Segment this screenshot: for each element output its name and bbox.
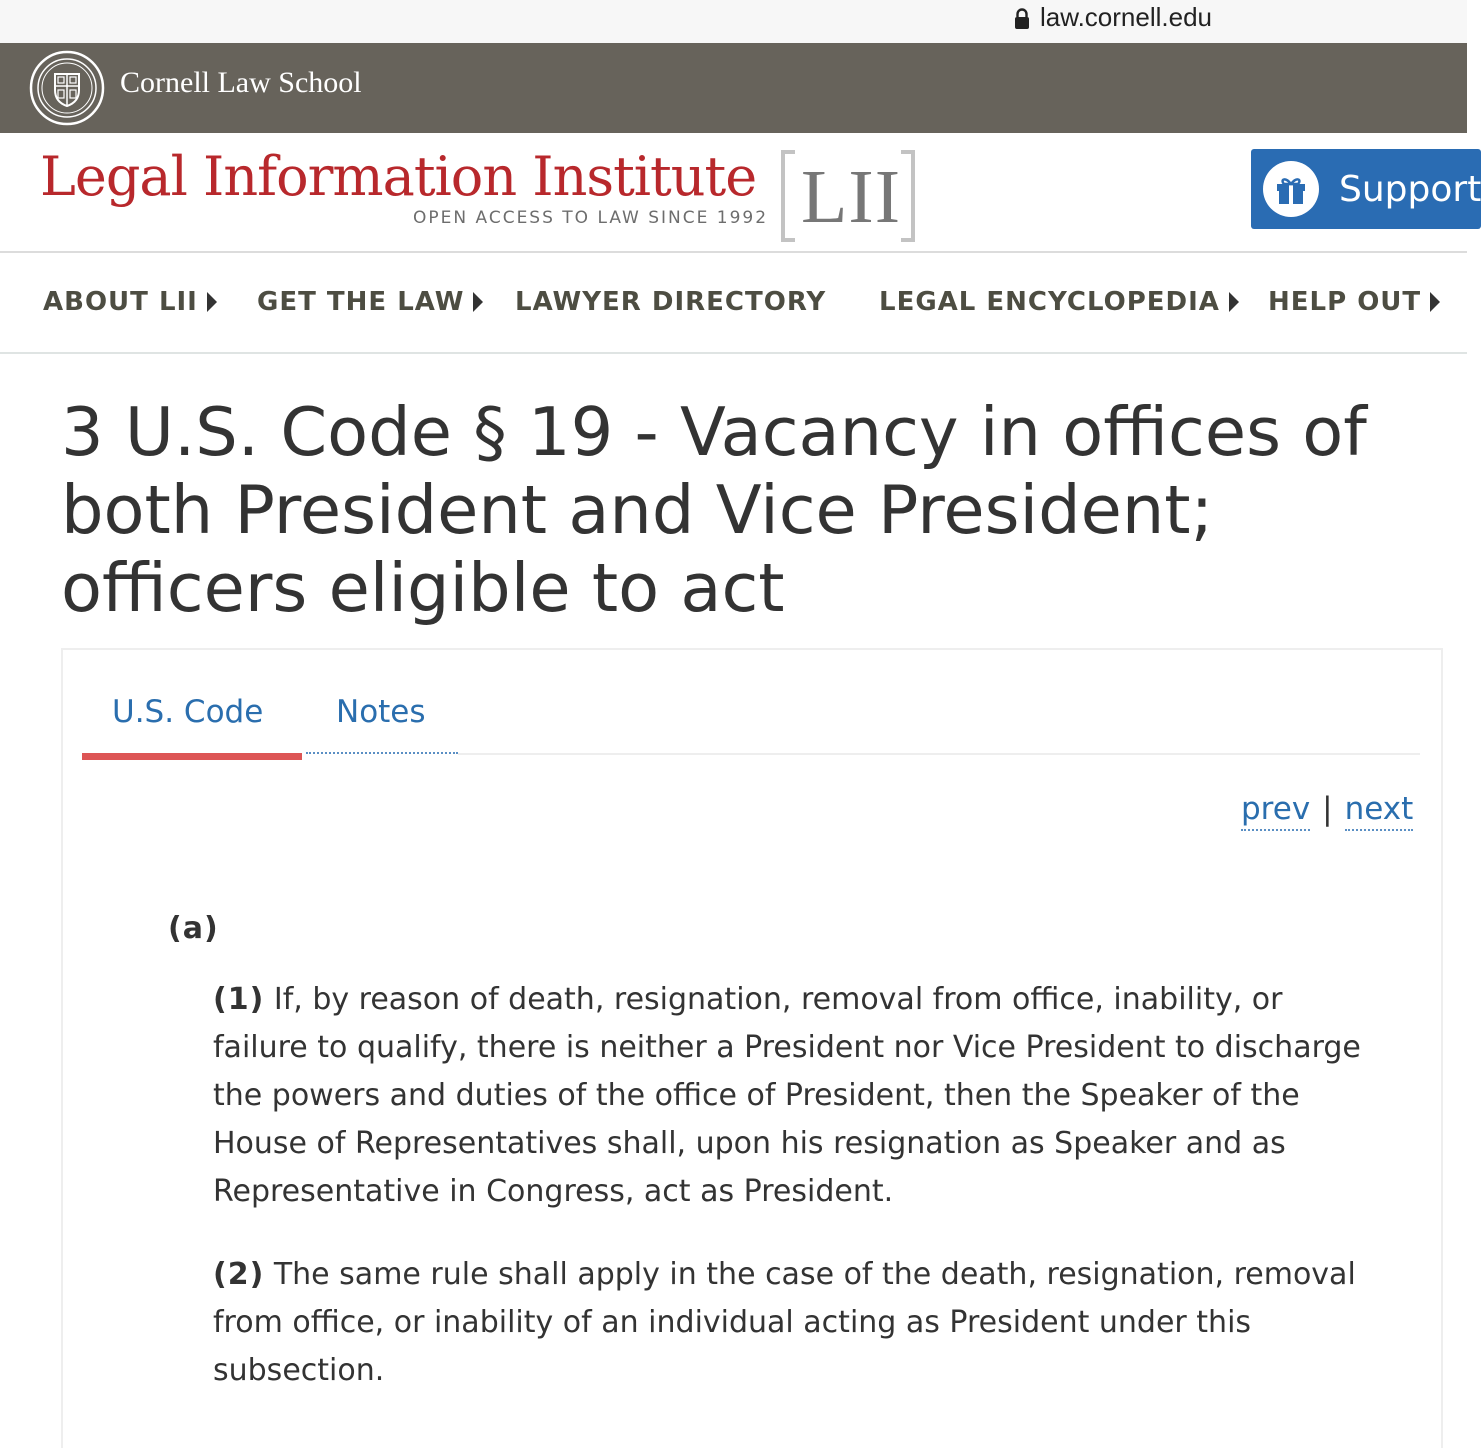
nav-label: LAWYER DIRECTORY bbox=[515, 287, 827, 317]
lii-logo-mark[interactable] bbox=[781, 150, 915, 242]
nav-help-out[interactable] bbox=[1268, 287, 1440, 317]
url-display[interactable] bbox=[1014, 2, 1212, 33]
url-text: law.cornell.edu bbox=[1040, 2, 1212, 32]
nav-lawyer-directory[interactable] bbox=[515, 287, 826, 317]
header-divider bbox=[0, 251, 1467, 253]
lii-logo-title[interactable]: Legal Information Institute bbox=[40, 145, 757, 208]
active-tab-indicator bbox=[82, 753, 302, 760]
paragraph-number: (1) bbox=[213, 982, 265, 1017]
paragraph-number: (2) bbox=[213, 1257, 265, 1292]
pager-separator: | bbox=[1322, 791, 1333, 827]
cornell-seal-icon[interactable] bbox=[29, 50, 105, 126]
nav-label: ABOUT LII bbox=[43, 287, 198, 317]
pager bbox=[1241, 791, 1413, 827]
nav-label: GET THE LAW bbox=[257, 287, 465, 317]
caret-right-icon bbox=[1229, 292, 1239, 312]
paragraph-text: If, by reason of death, resignation, removal from office, inability, or failure to qualify, there is neither a President nor Vice President to discharge the powers and duties of the office of President, then the Speaker of the House of Representatives shall, upon his resignation as Speaker and as Representative in Congress, act as President. bbox=[213, 982, 1361, 1209]
tab-notes[interactable]: Notes bbox=[336, 694, 426, 730]
paragraph-2 bbox=[213, 1251, 1373, 1395]
page-title: 3 U.S. Code § 19 - Vacancy in offices of both President and Vice President; officers eligible to act bbox=[61, 393, 1367, 627]
bracket-right bbox=[901, 150, 915, 242]
nav-label: LEGAL ENCYCLOPEDIA bbox=[879, 287, 1220, 317]
bracket-left bbox=[781, 150, 795, 242]
caret-right-icon bbox=[473, 292, 483, 312]
gift-icon bbox=[1263, 161, 1319, 217]
nav-legal-encyclopedia[interactable] bbox=[879, 287, 1239, 317]
tab-us-code[interactable]: U.S. Code bbox=[112, 694, 264, 730]
nav-divider bbox=[0, 352, 1467, 354]
cornell-law-school-link[interactable]: Cornell Law School bbox=[120, 66, 362, 99]
tab-notes-underline bbox=[306, 752, 458, 754]
tabs-baseline bbox=[458, 753, 1420, 755]
paragraph-1 bbox=[213, 976, 1373, 1216]
lii-tagline: OPEN ACCESS TO LAW SINCE 1992 bbox=[413, 208, 769, 228]
nav-get-the-law[interactable] bbox=[257, 287, 483, 317]
support-label: Support bbox=[1339, 168, 1481, 210]
lock-icon bbox=[1014, 8, 1030, 30]
browser-url-bar bbox=[0, 0, 1467, 43]
caret-right-icon bbox=[207, 292, 217, 312]
prev-link[interactable]: prev bbox=[1241, 791, 1310, 831]
nav-label: HELP OUT bbox=[1268, 287, 1422, 317]
paragraph-text: The same rule shall apply in the case of the death, resignation, removal from office, or inability of an individual acting as President under this subsection. bbox=[213, 1257, 1356, 1388]
next-link[interactable]: next bbox=[1345, 791, 1414, 831]
subsection-label: (a) bbox=[168, 911, 219, 946]
support-button[interactable] bbox=[1251, 149, 1481, 229]
lii-mark-text: LII bbox=[801, 155, 902, 239]
caret-right-icon bbox=[1430, 292, 1440, 312]
nav-about-lii[interactable] bbox=[43, 287, 217, 317]
